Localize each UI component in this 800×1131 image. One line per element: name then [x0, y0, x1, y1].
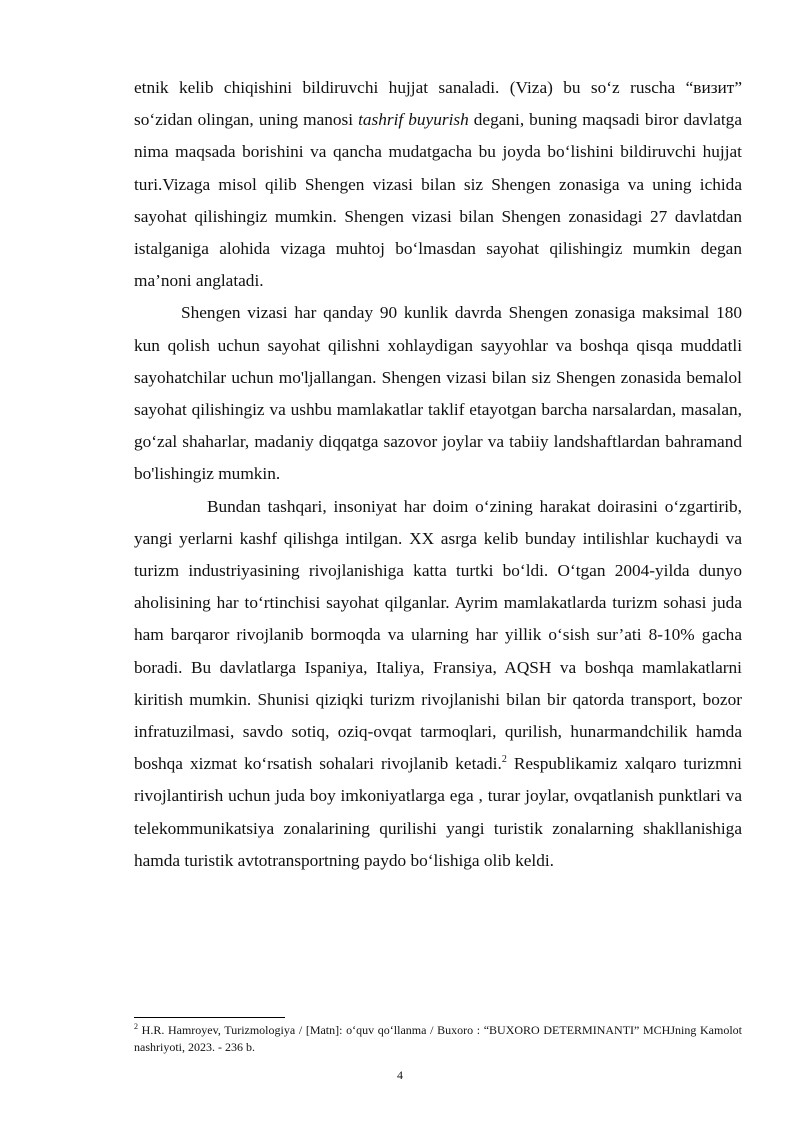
- paragraph-2: Shengen vizasi har qanday 90 kunlik davrda Shengen zonasiga maksimal 180 kun qolish uchun sayohat qilishni xohlaydigan sayyohlar va boshqa qisqa muddatli sayohatchilar uchun mo'ljallangan. Shengen vizasi bilan siz Shengen zonasida bemalol sayohat qilishingiz va ushbu mamlakatlar taklif etayotgan barcha narsalardan, masalan, go‘zal shaharlar, madaniy diqqatga sazovor joylar va tabiiy landshaftlardan bahramand bo'lishingiz mumkin.: [134, 303, 742, 484]
- footnote: [134, 1022, 742, 1056]
- paragraph-3-text: Bundan tashqari, insoniyat har doim o‘zining harakat doirasini o‘zgartirib, yangi yerlarni kashf qilishga intilgan. XX asrga kelib bunday intilishlar kuchaydi va turizm industriyasining rivojlanishiga katta turtki bo‘ldi. O‘tgan 2004-yilda dunyo aholisining har to‘rtinchisi sayohat qilganlar. Ayrim mamlakatlarda turizm sohasi juda ham barqaror rivojlanib bormoqda va ularning har yillik o‘sish sur’ati 8-10% gacha boradi. Bu davlatlarga Ispaniya, Italiya, Fransiya, AQSH va boshqa mamlakatlarni kiritish mumkin. Shunisi qiziqki turizm rivojlanishi bilan bir qatorda transport, bozor infratuzilmasi, savdo sotiq, oziq-ovqat tarmoqlari, qurilish, hunarmandchilik hamda boshqa xizmat ko‘rsatish sohalari rivojlanib ketadi.: [134, 496, 742, 774]
- footnote-reference[interactable]: 2: [501, 754, 507, 766]
- footnote-divider: [134, 1017, 285, 1018]
- page-number: 4: [397, 1068, 403, 1082]
- paragraph-3-text-continued: Respublikamiz xalqaro turizmni rivojlantirish uchun juda boy imkoniyatlarga ega , turar joylar, ovqatlanish punktlari va telekommunikatsiya zonalarining qurilishi yangi turistik zonalarning shakllanishiga hamda turistik avtotransportning paydo bo‘lishiga olib keldi.: [134, 754, 742, 870]
- paragraph-1-text-continued: degani, buning maqsadi biror davlatga nima maqsada borishini va qancha mudatgacha bu joyda bo‘lishini bildiruvchi hujjat turi.Vizaga misol qilib Shengen vizasi bilan siz Shengen zonasiga va uning ichida sayohat qilishingiz mumkin. Shengen vizasi bilan Shengen zonasidagi 27 davlatdan istalganiga alohida vizaga muhtoj bo‘lmasdan sayohat qilishingiz mumkin degan ma’noni anglatadi.: [134, 110, 742, 291]
- paragraph-3: [134, 491, 742, 877]
- page-body: [134, 72, 742, 877]
- footnote-number: 2: [134, 1022, 138, 1031]
- paragraph-1-text: etnik kelib chiqishini bildiruvchi hujjat sanaladi. (Viza) bu so‘z ruscha “визит” so‘zidan olingan, uning manosi: [134, 78, 742, 130]
- italic-phrase: tashrif buyurish: [358, 110, 469, 130]
- footnote-text: H.R. Hamroyev, Turizmologiya / [Matn]: o‘quv qo‘llanma / Buxoro : “BUXORO DETERMINANTI” MCHJning Kamolot nashriyoti, 2023. - 236 b.: [134, 1023, 742, 1054]
- paragraph-1: [134, 72, 742, 297]
